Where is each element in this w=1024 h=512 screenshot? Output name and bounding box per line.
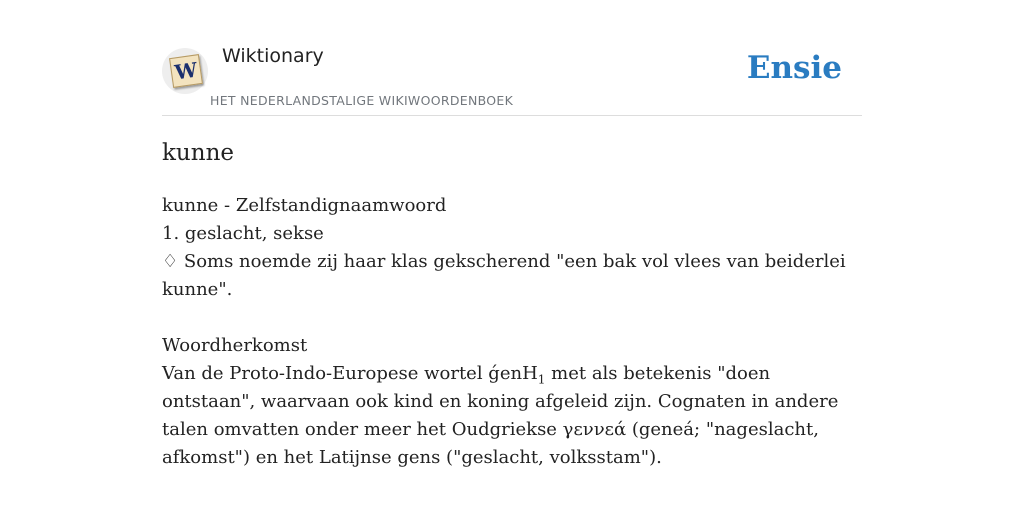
wiktionary-logo-tile: W [169,54,203,88]
example-sentence: ♢ Soms noemde zij haar klas gekscherend "een bak vol vlees van beiderlei kunne". [162,251,846,300]
ensie-brand-logo[interactable]: Ensie [746,50,842,86]
header-divider [162,115,862,116]
etymology-root-subscript: 1 [537,372,546,387]
etymology-text-start: Van de Proto-Indo-Europese wortel ǵenH [162,363,538,384]
etymology-heading: Woordherkomst [162,335,308,356]
entry-content [162,192,862,472]
page-title: kunne [162,140,234,166]
definition: 1. geslacht, sekse [162,223,324,244]
section-spacer [162,304,862,332]
part-of-speech-line: kunne - Zelfstandignaamwoord [162,195,447,216]
site-subtitle: HET NEDERLANDSTALIGE WIKIWOORDENBOEK [210,93,514,108]
etymology-text-rest: met als betekenis "doen ontstaan", waarvaan ook kind en koning afgeleid zijn. Cognaten in andere talen omvatten onder meer het Oudgriekse γεννεά (geneá; "nageslacht, afkomst") en het Latijnse gens ("geslacht, volksstam"). [162,363,839,468]
etymology-text [162,360,862,472]
site-title[interactable]: Wiktionary [222,45,324,67]
wiktionary-logo[interactable] [162,48,208,94]
